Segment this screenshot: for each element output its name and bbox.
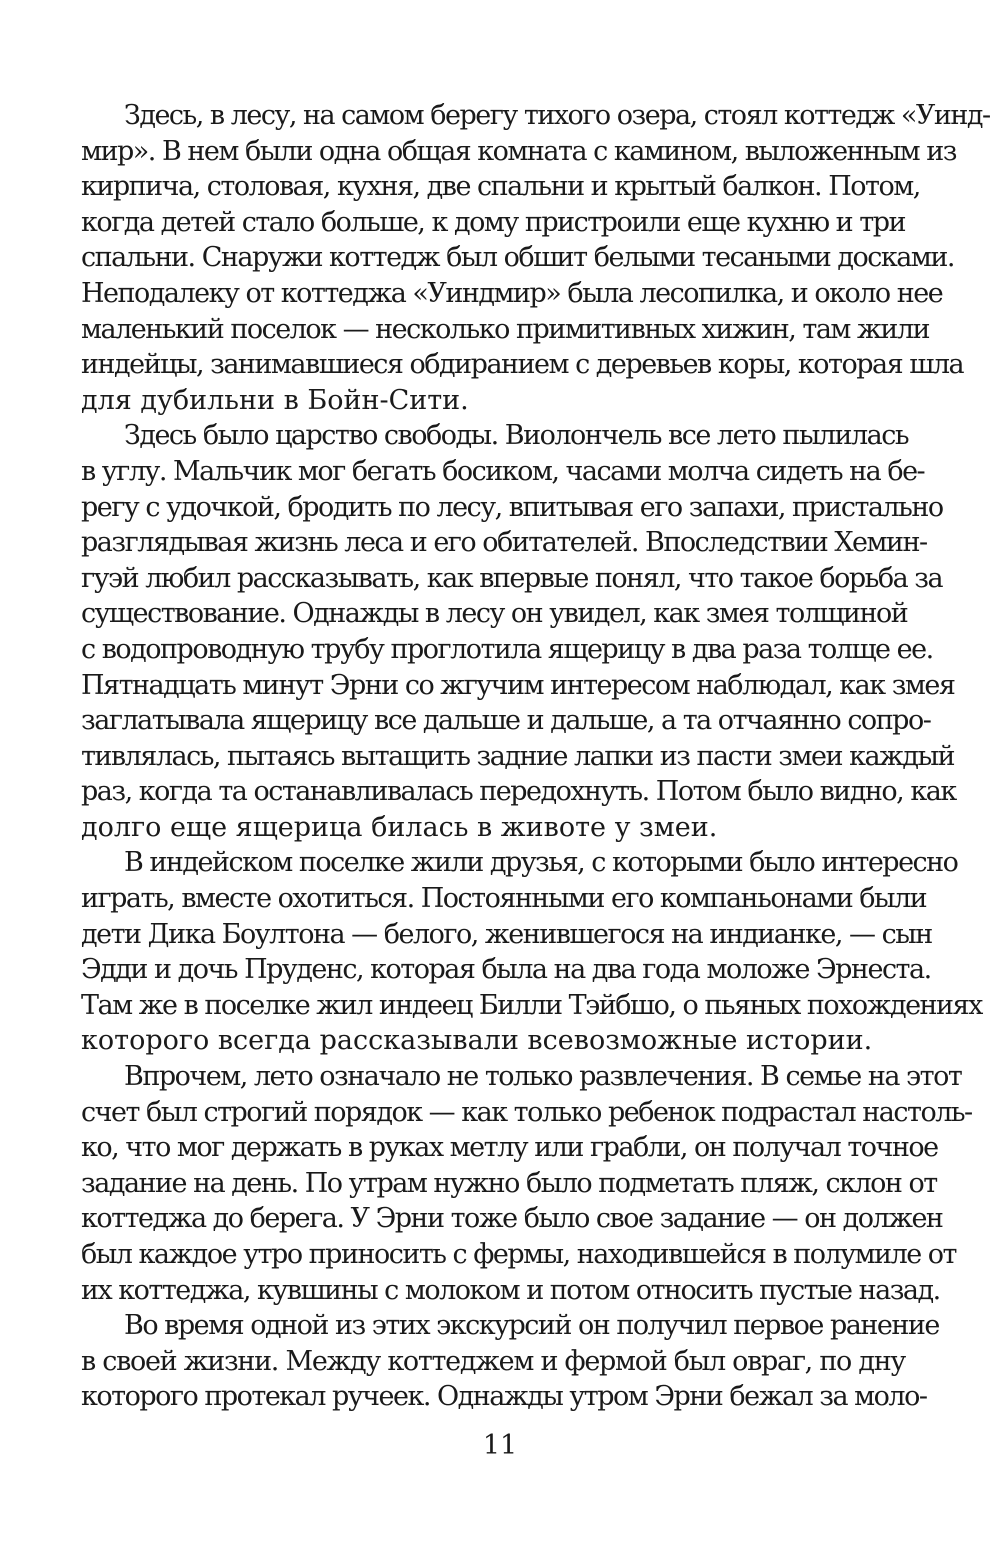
text-line: их коттеджа, кувшины с молоком и потом относить пустые назад.	[81, 1274, 940, 1306]
text-line: Во время одной из этих экскурсий он получил первое ранение	[124, 1310, 939, 1342]
text-line: кирпича, столовая, кухня, две спальни и крытый балкон. Потом,	[81, 171, 920, 203]
paragraph	[81, 1308, 939, 1415]
text-line: гуэй любил рассказывать, как впервые понял, что такое борьба за	[81, 562, 943, 594]
text-line: ко, что мог держать в руках метлу или грабли, он получал точное	[81, 1132, 938, 1164]
text-line: тивлялась, пытаясь вытащить задние лапки из пасти змеи каждый	[81, 740, 954, 772]
text-line: В индейском поселке жили друзья, с которыми было интересно	[124, 847, 958, 879]
paragraph	[81, 418, 956, 845]
text-line: разглядывая жизнь леса и его обитателей. Впоследствии Хемин-	[81, 527, 927, 559]
text-line: Неподалеку от коттеджа «Уиндмир» была лесопилка, и около нее	[81, 277, 943, 309]
text-line: Пятнадцать минут Эрни со жгучим интересом наблюдал, как змея	[81, 669, 955, 701]
text-line: счет был строгий порядок — как только ребенок подрастал настоль-	[81, 1096, 972, 1128]
text-line: Здесь было царство свободы. Виолончель все лето пылилась	[124, 420, 909, 452]
text-line: существование. Однажды в лесу он увидел, как змея толщиной	[81, 598, 908, 630]
text-line: индейцы, занимавшиеся обдиранием с деревьев коры, которая шла	[81, 349, 964, 381]
text-line: заглатывала ящерицу все дальше и дальше, а та отчаянно сопро-	[81, 705, 931, 737]
text-line: коттеджа до берега. У Эрни тоже было свое задание — он должен	[81, 1203, 943, 1235]
paragraph	[81, 845, 982, 1059]
text-line: когда детей стало больше, к дому пристроили еще кухню и три	[81, 206, 905, 238]
text-line: с водопроводную трубу проглотила ящерицу в два раза толще ее.	[81, 633, 933, 665]
text-line: регу с удочкой, бродить по лесу, впитывая его запахи, пристально	[81, 491, 943, 523]
paragraph	[81, 98, 990, 418]
text-line: мир». В нем были одна общая комната с камином, выложенным из	[81, 135, 956, 167]
text-line: спальни. Снаружи коттедж был обшит белыми тесаными досками.	[81, 242, 954, 274]
text-line: в своей жизни. Между коттеджем и фермой был овраг, по дну	[81, 1345, 905, 1377]
text-line: Там же в поселке жил индеец Билли Тэйбшо, о пьяных похождениях	[81, 989, 982, 1021]
text-line: Впрочем, лето означало не только развлечения. В семье на этот	[124, 1061, 962, 1093]
text-line: которого всегда рассказывали всевозможные истории.	[81, 1025, 873, 1057]
text-line: раз, когда та останавливалась передохнуть. Потом было видно, как	[81, 776, 956, 808]
text-line: которого протекал ручеек. Однажды утром Эрни бежал за моло-	[81, 1381, 927, 1413]
text-line: Здесь, в лесу, на самом берегу тихого озера, стоял коттедж «Уинд-	[124, 100, 990, 131]
text-line: был каждое утро приносить с фермы, находившейся в полумиле от	[81, 1239, 956, 1270]
text-line: играть, вместе охотиться. Постоянными его компаньонами были	[81, 883, 927, 915]
text-line: долго еще ящерица билась в животе у змеи.	[81, 811, 718, 843]
text-line: задание на день. По утрам нужно было подметать пляж, склон от	[81, 1167, 937, 1199]
body-text	[81, 98, 990, 1415]
text-line: для дубильни в Бойн-Сити.	[81, 384, 469, 416]
text-line: в углу. Мальчик мог бегать босиком, часами молча сидеть на бе-	[81, 455, 925, 487]
text-line: Эдди и дочь Пруденс, которая была на два года моложе Эрнеста.	[81, 954, 931, 986]
page-number: 11	[482, 1430, 518, 1461]
text-line: дети Дика Боултона — белого, женившегося на индианке, — сын	[81, 918, 932, 950]
paragraph	[81, 1059, 972, 1308]
text-line: маленький поселок — несколько примитивных хижин, там жили	[81, 313, 929, 345]
